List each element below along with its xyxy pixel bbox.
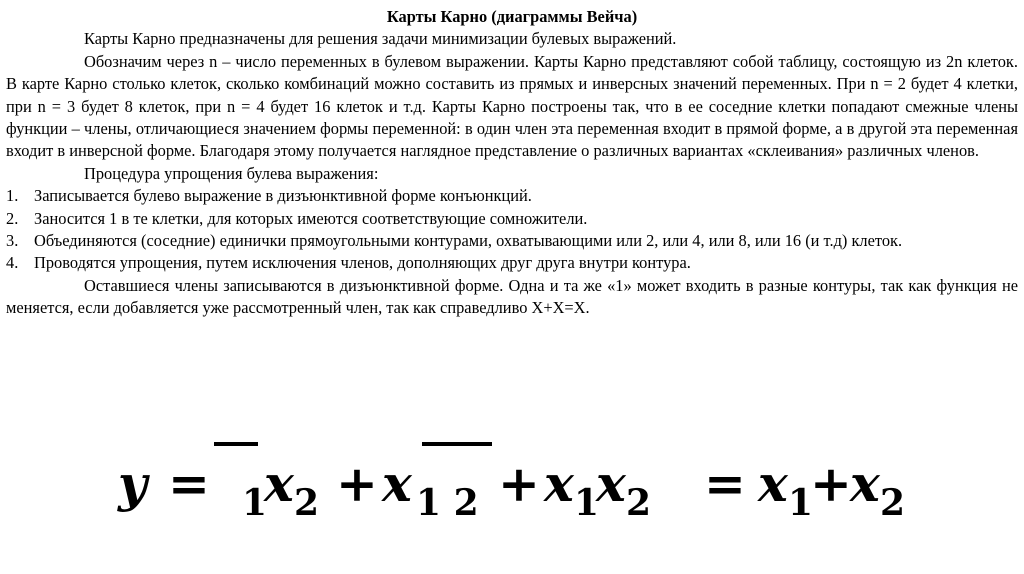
inversion-bar bbox=[422, 442, 492, 446]
formula-y: y bbox=[118, 454, 148, 513]
step-text: Проводятся упрощения, путем исключения членов, дополняющих друг друга внутри контура. bbox=[34, 253, 691, 273]
formula-subscript: 1 bbox=[574, 482, 600, 524]
formula-subscript: 2 bbox=[294, 482, 320, 524]
formula-x: x bbox=[596, 454, 626, 513]
paragraph-conclusion: Оставшиеся члены записываются в дизъюнктивной форме. Одна и та же «1» может входить в разные контуры, так как функция не меняется, если добавляется уже рассмотренный член, так как справедливо X+X=X. bbox=[6, 275, 1018, 318]
step-number: 1. bbox=[6, 186, 19, 206]
formula-x: x bbox=[758, 454, 788, 513]
step-text: Записывается булево выражение в дизъюнктивной форме конъюнкций. bbox=[34, 186, 532, 206]
formula-x: x bbox=[544, 454, 574, 513]
step-text: Заносится 1 в те клетки, для которых имеются соответствующие сомножители. bbox=[34, 208, 588, 228]
list-item bbox=[6, 230, 1018, 252]
inversion-bar bbox=[214, 442, 258, 446]
list-item bbox=[6, 185, 1018, 207]
formula-subscript: 1 bbox=[788, 482, 814, 524]
boolean-formula bbox=[118, 440, 1018, 550]
procedure-steps-list bbox=[6, 185, 1018, 275]
formula-equals: = bbox=[168, 454, 210, 513]
step-number: 4. bbox=[6, 253, 19, 273]
formula-equals: = bbox=[704, 454, 746, 513]
formula-plus: + bbox=[498, 454, 540, 513]
formula-x: x bbox=[850, 454, 880, 513]
formula-subscript: 1 2 bbox=[416, 482, 479, 524]
formula-subscript: 2 bbox=[626, 482, 652, 524]
step-number: 3. bbox=[6, 231, 19, 251]
paragraph-intro: Карты Карно предназначены для решения задачи минимизации булевых выражений. bbox=[84, 29, 677, 49]
formula-plus: + bbox=[336, 454, 378, 513]
formula-x: x bbox=[264, 454, 294, 513]
formula-plus: + bbox=[810, 454, 852, 513]
page-title: Карты Карно (диаграммы Вейча) bbox=[386, 7, 638, 26]
paragraph-procedure-heading: Процедура упрощения булева выражения: bbox=[84, 163, 379, 183]
list-item bbox=[6, 208, 1018, 230]
formula-subscript: 1 bbox=[242, 482, 268, 524]
list-item bbox=[6, 252, 1018, 274]
formula-subscript: 2 bbox=[880, 482, 906, 524]
formula-x: x bbox=[382, 454, 412, 513]
step-number: 2. bbox=[6, 208, 19, 228]
step-text: Объединяются (соседние) единички прямоугольными контурами, охватывающими или 2, или 4, или 8, или 16 (и т.д) клеток. bbox=[34, 231, 903, 251]
paragraph-definition: Обозначим через n – число переменных в булевом выражении. Карты Карно представляют собой таблицу, состоящую из 2n клеток. В карте Карно столько клеток, сколько комбинаций можно составить из прямых и инверсных значений переменных. При n = 2 будет 4 клетки, при n = 3 будет 8 клеток, при n = 4 будет 16 клеток и т.д. Карты Карно построены так, что в ее соседние клетки попадают смежные члены функции – члены, отличающиеся значением формы переменной: в один член эта переменная входит в прямой форме, а в другой эта переменная входит в инверсной форме. Благодаря этому получается наглядное представление о различных вариантах «склеивания» различных членов. bbox=[6, 51, 1018, 161]
document-body bbox=[6, 6, 1018, 320]
